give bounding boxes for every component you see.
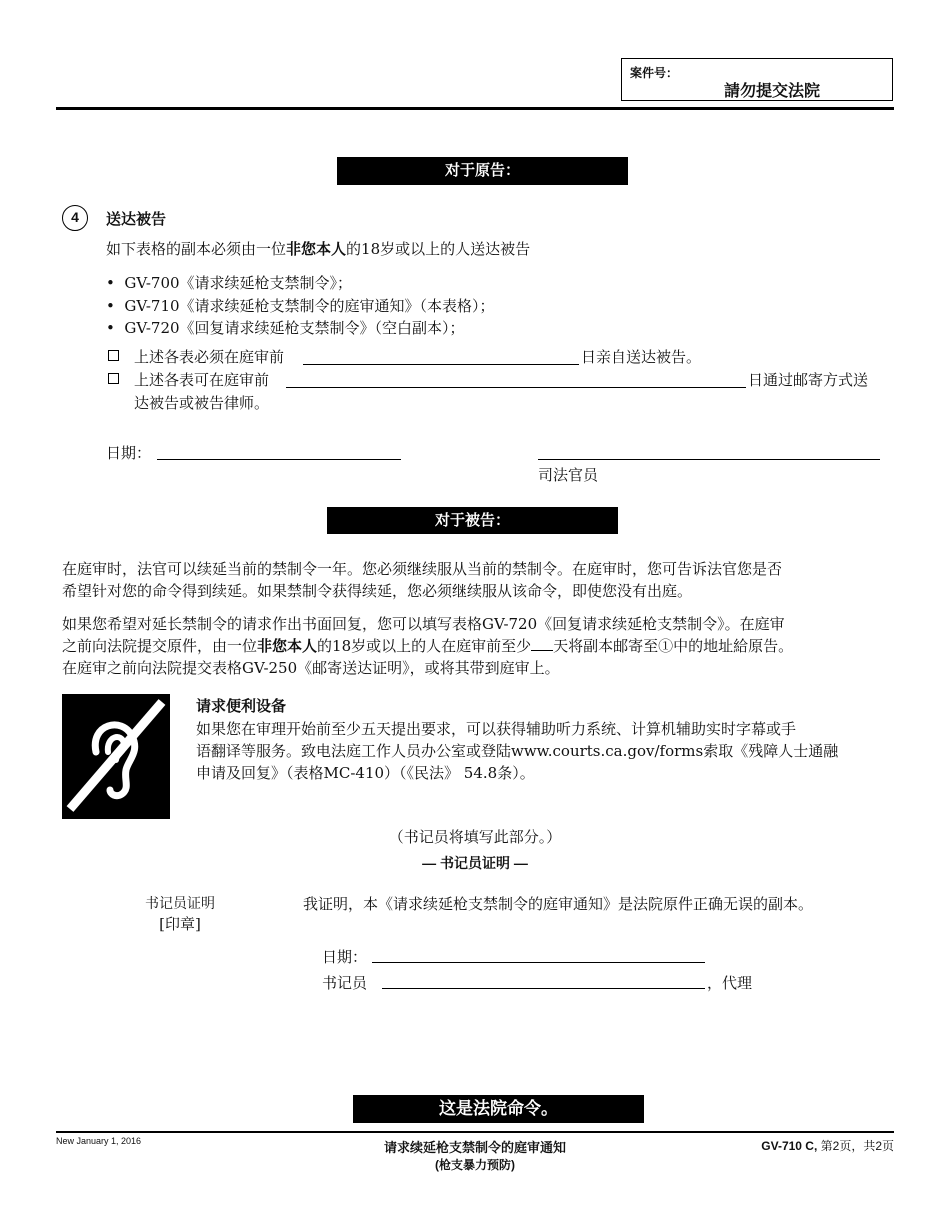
respondent-para1-line2: 希望针对您的命令得到续延。如果禁制令获得续延，您必须继续服从该命令，即使您没有出庭。 (62, 582, 693, 600)
footer-subtitle: (枪支暴力预防) (435, 1158, 515, 1172)
mail-service-checkbox[interactable] (108, 373, 119, 384)
seal-label: [印章] (159, 915, 201, 933)
date-label: 日期： (106, 444, 152, 462)
service-intro: 如下表格的副本必须由一位非您本人的18岁或以上的人送达被告 (106, 240, 531, 258)
form-id: GV-710 C, 第2页，共2页 (761, 1139, 894, 1153)
item-number-circle: 4 (62, 205, 88, 231)
hearing-assistance-icon (62, 694, 170, 819)
case-number-value: 請勿提交法院 (724, 83, 821, 100)
accommodations-line3: 申请及回复》（表格MC-410）（《民法》 54.8条）。 (196, 764, 535, 782)
not-you-emphasis: 非您本人 (286, 241, 347, 258)
accommodations-title: 请求便利设备 (196, 698, 287, 715)
clerk-signature-field[interactable] (382, 988, 705, 989)
clerk-date-label: 日期： (322, 948, 368, 966)
clerk-cert-label: 书记员证明 (145, 896, 215, 912)
clerk-label: 书记员 (322, 974, 368, 992)
footer-rule (56, 1131, 894, 1133)
option1-days-field[interactable] (303, 364, 579, 365)
deputy-label: ，代理 (707, 974, 753, 992)
form-list-item: • GV-700《请求续延枪支禁制令》； (106, 274, 353, 292)
personal-service-checkbox[interactable] (108, 350, 119, 361)
respondent-para2-line2: 之前向法院提交原件，由一位非您本人的18岁或以上的人在庭审前至少 天将副本邮寄至①中的地址給原告。 (62, 637, 794, 655)
respondent-banner: 对于被告： (327, 507, 618, 534)
case-number-label: 案件号： (630, 66, 679, 80)
clerk-date-field[interactable] (372, 962, 705, 963)
accommodations-line1: 如果您在审理开始前至少五天提出要求，可以获得辅助听力系统、计算机辅助实时字幕或手 (196, 720, 797, 738)
option2-text-before: 上述各表可在庭审前 (134, 371, 270, 389)
respondent-para2-line3: 在庭审之前向法院提交表格GV-250《邮寄送达证明》，或将其带到庭审上。 (62, 659, 560, 677)
option2-text-line2: 达被告或被告律师。 (134, 394, 270, 412)
case-number-box (621, 58, 893, 101)
clerk-heading: — 书记员证明 — (422, 855, 528, 871)
judicial-officer-signature-line[interactable] (538, 459, 880, 460)
form-list-item: • GV-710《请求续延枪支禁制令的庭审通知》（本表格）； (106, 297, 495, 315)
option2-days-field[interactable] (286, 387, 746, 388)
accommodations-line2: 语翻译等服务。致电法庭工作人员办公室或登陆www.courts.ca.gov/forms索取《残障人士通融 (196, 742, 839, 760)
item-title: 送达被告 (106, 211, 167, 228)
option2-text-after: 日通过邮寄方式送 (748, 371, 869, 389)
option1-text-after: 日亲自送达被告。 (581, 348, 702, 366)
form-list-item: • GV-720《回复请求续延枪支禁制令》（空白副本）； (106, 319, 465, 337)
court-order-banner: 这是法院命令。 (353, 1095, 644, 1123)
clerk-note: （书记员将填写此部分。） (388, 828, 562, 846)
option1-text-before: 上述各表必须在庭审前 (134, 348, 285, 366)
respondent-para1-line1: 在庭审时，法官可以续延当前的禁制令一年。您必须继续服从当前的禁制令。在庭审时，您可告诉法官您是否 (62, 560, 783, 578)
mailing-days-field[interactable] (531, 636, 553, 651)
revision-date: New January 1, 2016 (56, 1136, 142, 1146)
judicial-officer-label: 司法官员 (538, 466, 599, 484)
header-rule (56, 107, 894, 110)
petitioner-banner: 对于原告： (337, 157, 628, 185)
date-field[interactable] (157, 459, 401, 460)
clerk-cert-text: 我证明，本《请求续延枪支禁制令的庭审通知》是法院原件正确无误的副本。 (303, 895, 814, 913)
respondent-para2-line1: 如果您希望对延长禁制令的请求作出书面回复，您可以填写表格GV-720《回复请求续延枪支禁制令》。在庭审 (62, 615, 785, 633)
footer-title: 请求续延枪支禁制令的庭审通知 (383, 1140, 566, 1155)
